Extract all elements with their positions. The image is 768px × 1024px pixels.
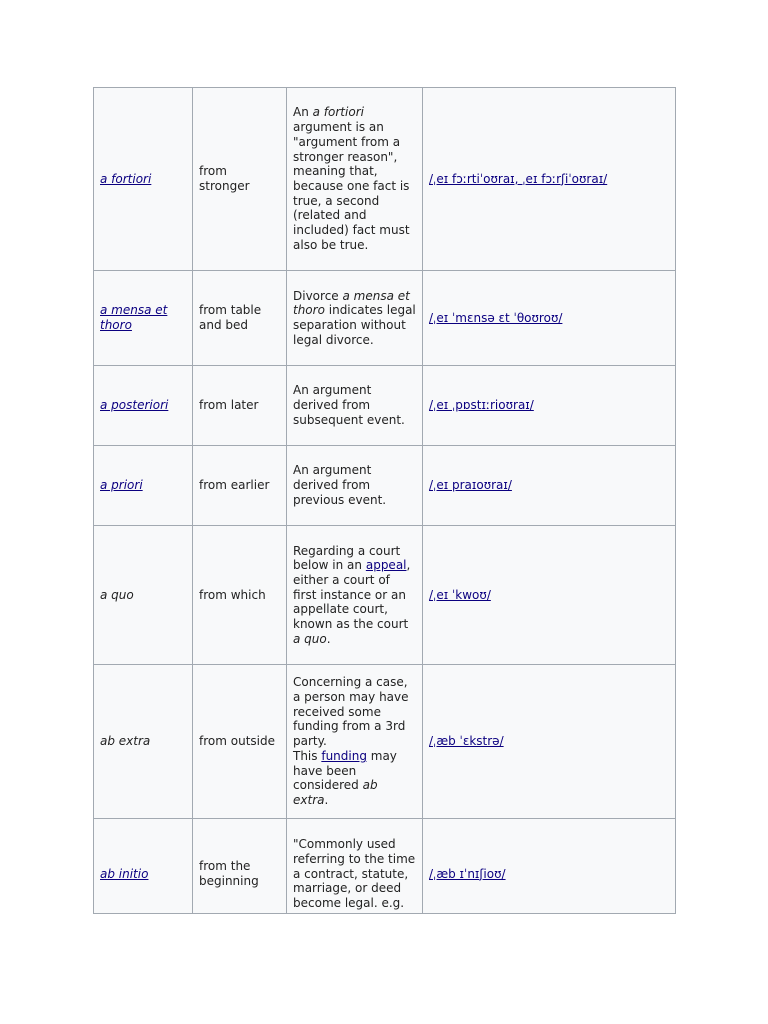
pronunciation-cell [423,271,676,366]
table-row [94,271,676,366]
term-link[interactable]: a fortiori [100,171,152,186]
term-cell [94,819,193,914]
translation-cell: from outside [193,665,287,819]
notes-emphasis: a mensa et thoro [293,288,410,318]
notes-emphasis: a quo [293,631,327,646]
table-row [94,819,676,914]
term-link[interactable]: a posteriori [100,398,169,413]
notes-cell [287,88,423,271]
translation-cell: from later [193,366,287,446]
pronunciation-link[interactable]: /ˌeɪ ˈmɛnsə ɛt ˈθoʊroʊ/ [429,310,563,325]
notes-text: Regarding a court below in an [293,543,401,573]
pronunciation-cell [423,88,676,271]
table-row [94,526,676,665]
pronunciation-link[interactable]: /ˌeɪ ˈkwoʊ/ [429,587,491,602]
table-row [94,665,676,819]
pronunciation-link[interactable]: /ˌæb ɪˈnɪʃioʊ/ [429,866,506,881]
pronunciation-cell [423,665,676,819]
pronunciation-link[interactable]: /ˌeɪ praɪoʊraɪ/ [429,478,512,493]
notes-cell [287,526,423,665]
notes-text: may have been considered [293,748,397,793]
latin-terms-table [93,87,676,914]
notes-text: argument is an "argument from a stronger reason", meaning that, because one fact is true, a second (related and included) fact must also be true. [293,120,410,252]
pronunciation-link[interactable]: /ˌeɪ fɔːrtiˈoʊraɪ, ˌeɪ fɔːrʃiˈoʊraɪ/ [429,171,608,186]
translation-cell: from stronger [193,88,287,271]
term-text: a quo [100,587,134,602]
notes-text: indicates legal separation without legal divorce. [293,303,416,347]
table-row [94,446,676,526]
notes-text: Divorce [293,288,343,303]
term-cell [94,88,193,271]
appeal-link[interactable]: appeal [365,558,407,573]
notes-text: . [326,631,331,646]
translation-cell: from table and bed [193,271,287,366]
notes-text: Concerning a case, a person may have received some funding from a 3rd party. [293,675,409,749]
notes-text: . [324,792,329,807]
notes-cell [287,271,423,366]
notes-cell: "Commonly used referring to the time a contract, statute, marriage, or deed become legal. e.g. [287,819,423,914]
notes-cell: An argument derived from previous event. [287,446,423,526]
term-cell [94,366,193,446]
pronunciation-link[interactable]: /ˌæb ˈɛkstrə/ [429,734,504,749]
notes-text: This [293,748,322,763]
pronunciation-cell [423,446,676,526]
term-cell [94,271,193,366]
translation-cell: from which [193,526,287,665]
translation-cell: from earlier [193,446,287,526]
pronunciation-cell [423,819,676,914]
funding-link[interactable]: funding [321,748,367,763]
notes-text: , either a court of first instance or an appellate court, known as the court [293,558,411,632]
term-cell [94,526,193,665]
notes-emphasis: ab extra [293,778,378,807]
term-link[interactable]: a mensa et thoro [100,303,168,332]
term-link[interactable]: a priori [100,478,143,493]
pronunciation-link[interactable]: /ˌeɪ ˌpɒstɪːrioʊraɪ/ [429,398,534,413]
notes-cell: An argument derived from subsequent event. [287,366,423,446]
term-cell [94,665,193,819]
notes-emphasis: a fortiori [312,105,364,120]
pronunciation-cell [423,366,676,446]
notes-text: An [293,105,313,120]
table-row [94,88,676,271]
translation-cell: from the beginning [193,819,287,914]
table-row [94,366,676,446]
term-text: ab extra [100,734,151,749]
term-link[interactable]: ab initio [100,866,149,881]
term-cell [94,446,193,526]
pronunciation-cell [423,526,676,665]
notes-cell [287,665,423,819]
